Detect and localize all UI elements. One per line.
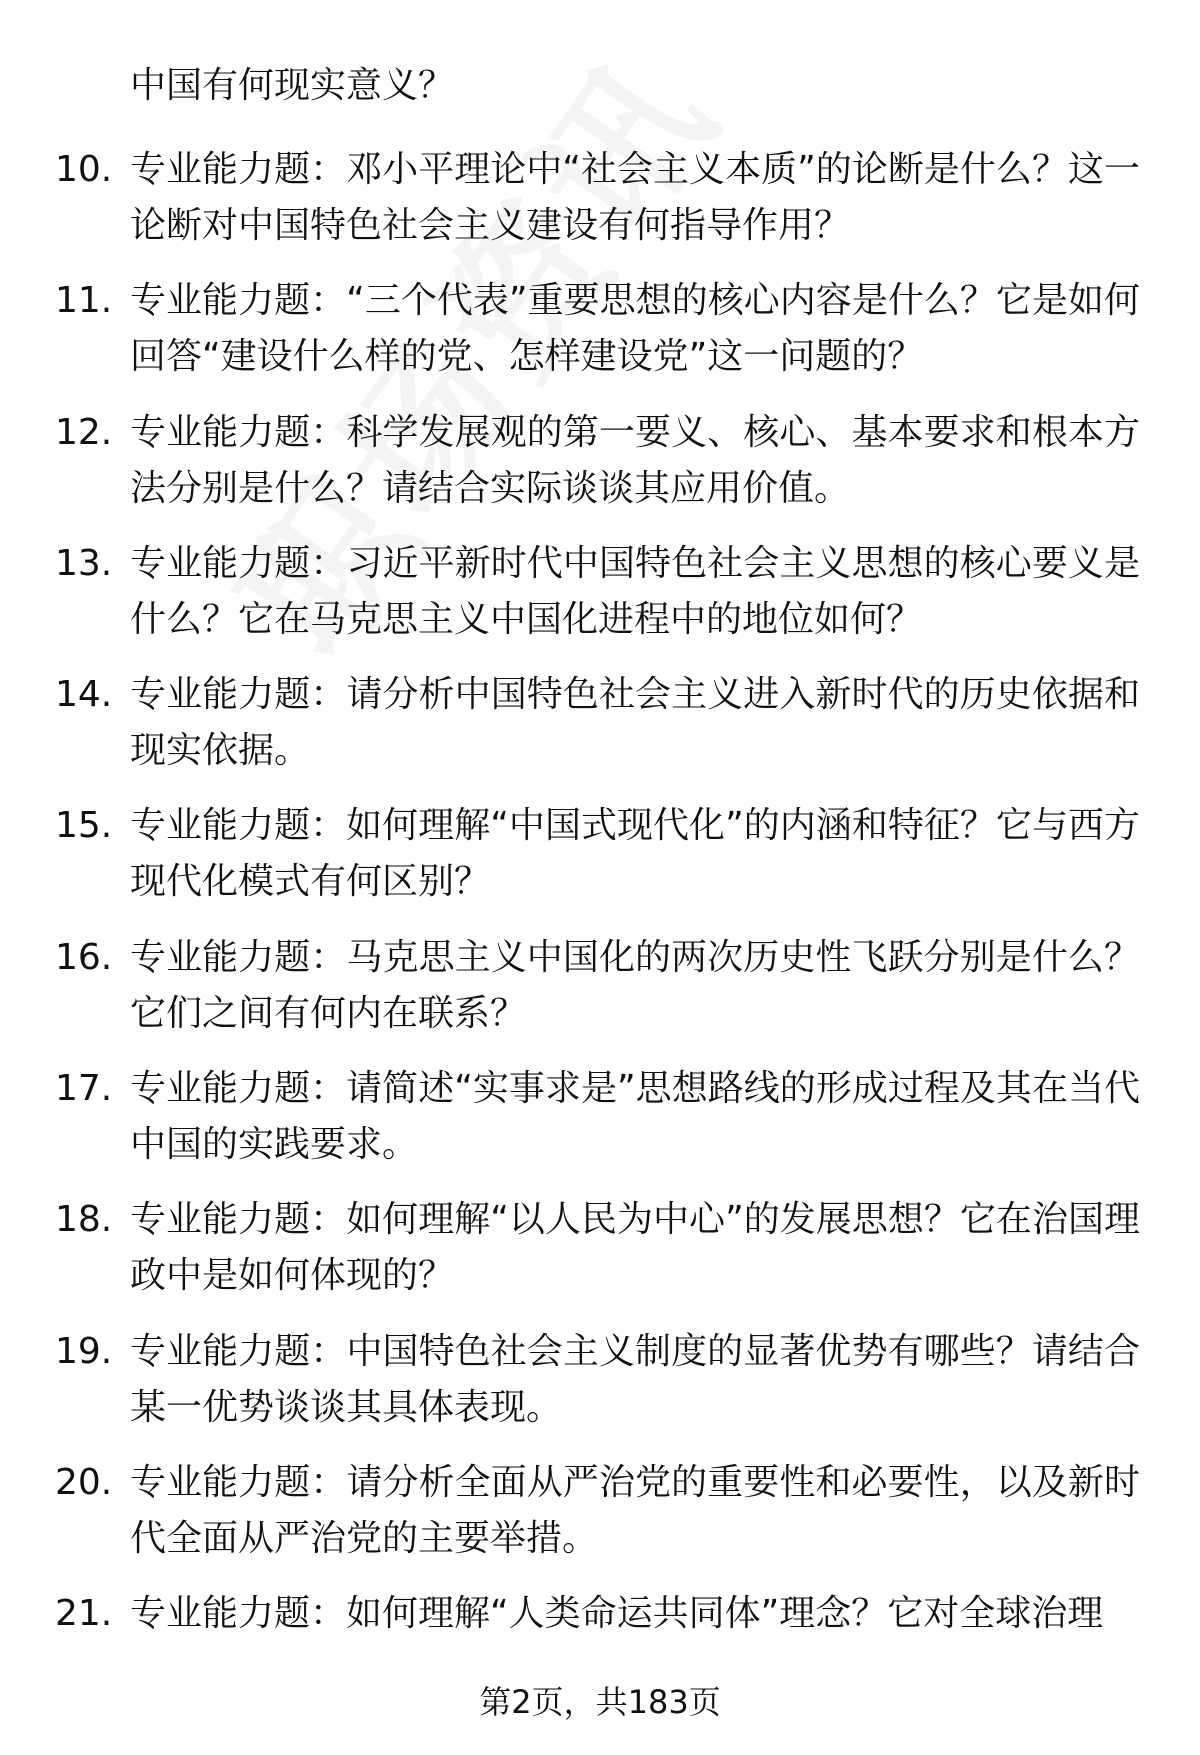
item-number: 18.: [55, 1199, 113, 1241]
item-number: 17.: [55, 1068, 113, 1110]
page-footer: 第2页，共183页: [479, 1683, 721, 1721]
item-number: 15.: [55, 805, 113, 847]
list-item: [0, 273, 1200, 404]
item-text: 专业能力题：如何理解“以人民为中心”的发展思想？它在治国理政中是如何体现的？: [130, 1199, 1140, 1297]
item-text: 专业能力题：马克思主义中国化的两次历史性飞跃分别是什么？它们之间有何内在联系？: [130, 936, 1140, 1034]
item-number: 11.: [55, 280, 113, 322]
list-item: [0, 798, 1200, 929]
item-text: 专业能力题：如何理解“人类命运共同体”理念？它对全球治理: [130, 1593, 1104, 1635]
item-number: 16.: [55, 936, 113, 978]
list-item: [0, 1061, 1200, 1192]
item-text: 专业能力题：科学发展观的第一要义、核心、基本要求和根本方法分别是什么？请结合实际谈谈其应用价值。: [130, 411, 1140, 509]
list-item: [0, 142, 1200, 273]
item-number: 20.: [55, 1461, 113, 1503]
item-text: 专业能力题：邓小平理论中“社会主义本质”的论断是什么？这一论断对中国特色社会主义建设有何指导作用？: [130, 149, 1140, 246]
item-number: 13.: [55, 542, 113, 584]
item-text: 专业能力题：“三个代表”重要思想的核心内容是什么？它是如何回答“建设什么样的党、怎样建设党”这一问题的？: [130, 280, 1140, 378]
item-number: 19.: [55, 1330, 113, 1372]
list-item: [0, 536, 1200, 667]
item-text: 专业能力题：请分析全面从严治党的重要性和必要性，以及新时代全面从严治党的主要举措。: [130, 1461, 1140, 1559]
list-item: [0, 1455, 1200, 1586]
list-item: [0, 1192, 1200, 1323]
list-item: [0, 667, 1200, 798]
item-number: 21.: [55, 1593, 113, 1635]
item-number: 10.: [55, 149, 113, 190]
item-text: 专业能力题：习近平新时代中国特色社会主义思想的核心要义是什么？它在马克思主义中国化进程中的地位如何？: [130, 542, 1140, 640]
item-text: 专业能力题：请简述“实事求是”思想路线的形成过程及其在当代中国的实践要求。: [130, 1068, 1140, 1166]
item-number: 14.: [55, 674, 113, 716]
item-text: 专业能力题：请分析中国特色社会主义进入新时代的历史依据和现实依据。: [130, 674, 1140, 772]
continued-text: 中国有何现实意义？: [130, 65, 455, 106]
question-list: [0, 142, 1200, 1718]
item-text: 专业能力题：中国特色社会主义制度的显著优势有哪些？请结合某一优势谈谈其具体表现。: [130, 1330, 1140, 1428]
item-text: 专业能力题：如何理解“中国式现代化”的内涵和特征？它与西方现代化模式有何区别？: [130, 805, 1140, 903]
list-item: [0, 405, 1200, 536]
item-number: 12.: [55, 411, 113, 453]
list-item: [0, 930, 1200, 1061]
list-item: [0, 1324, 1200, 1455]
